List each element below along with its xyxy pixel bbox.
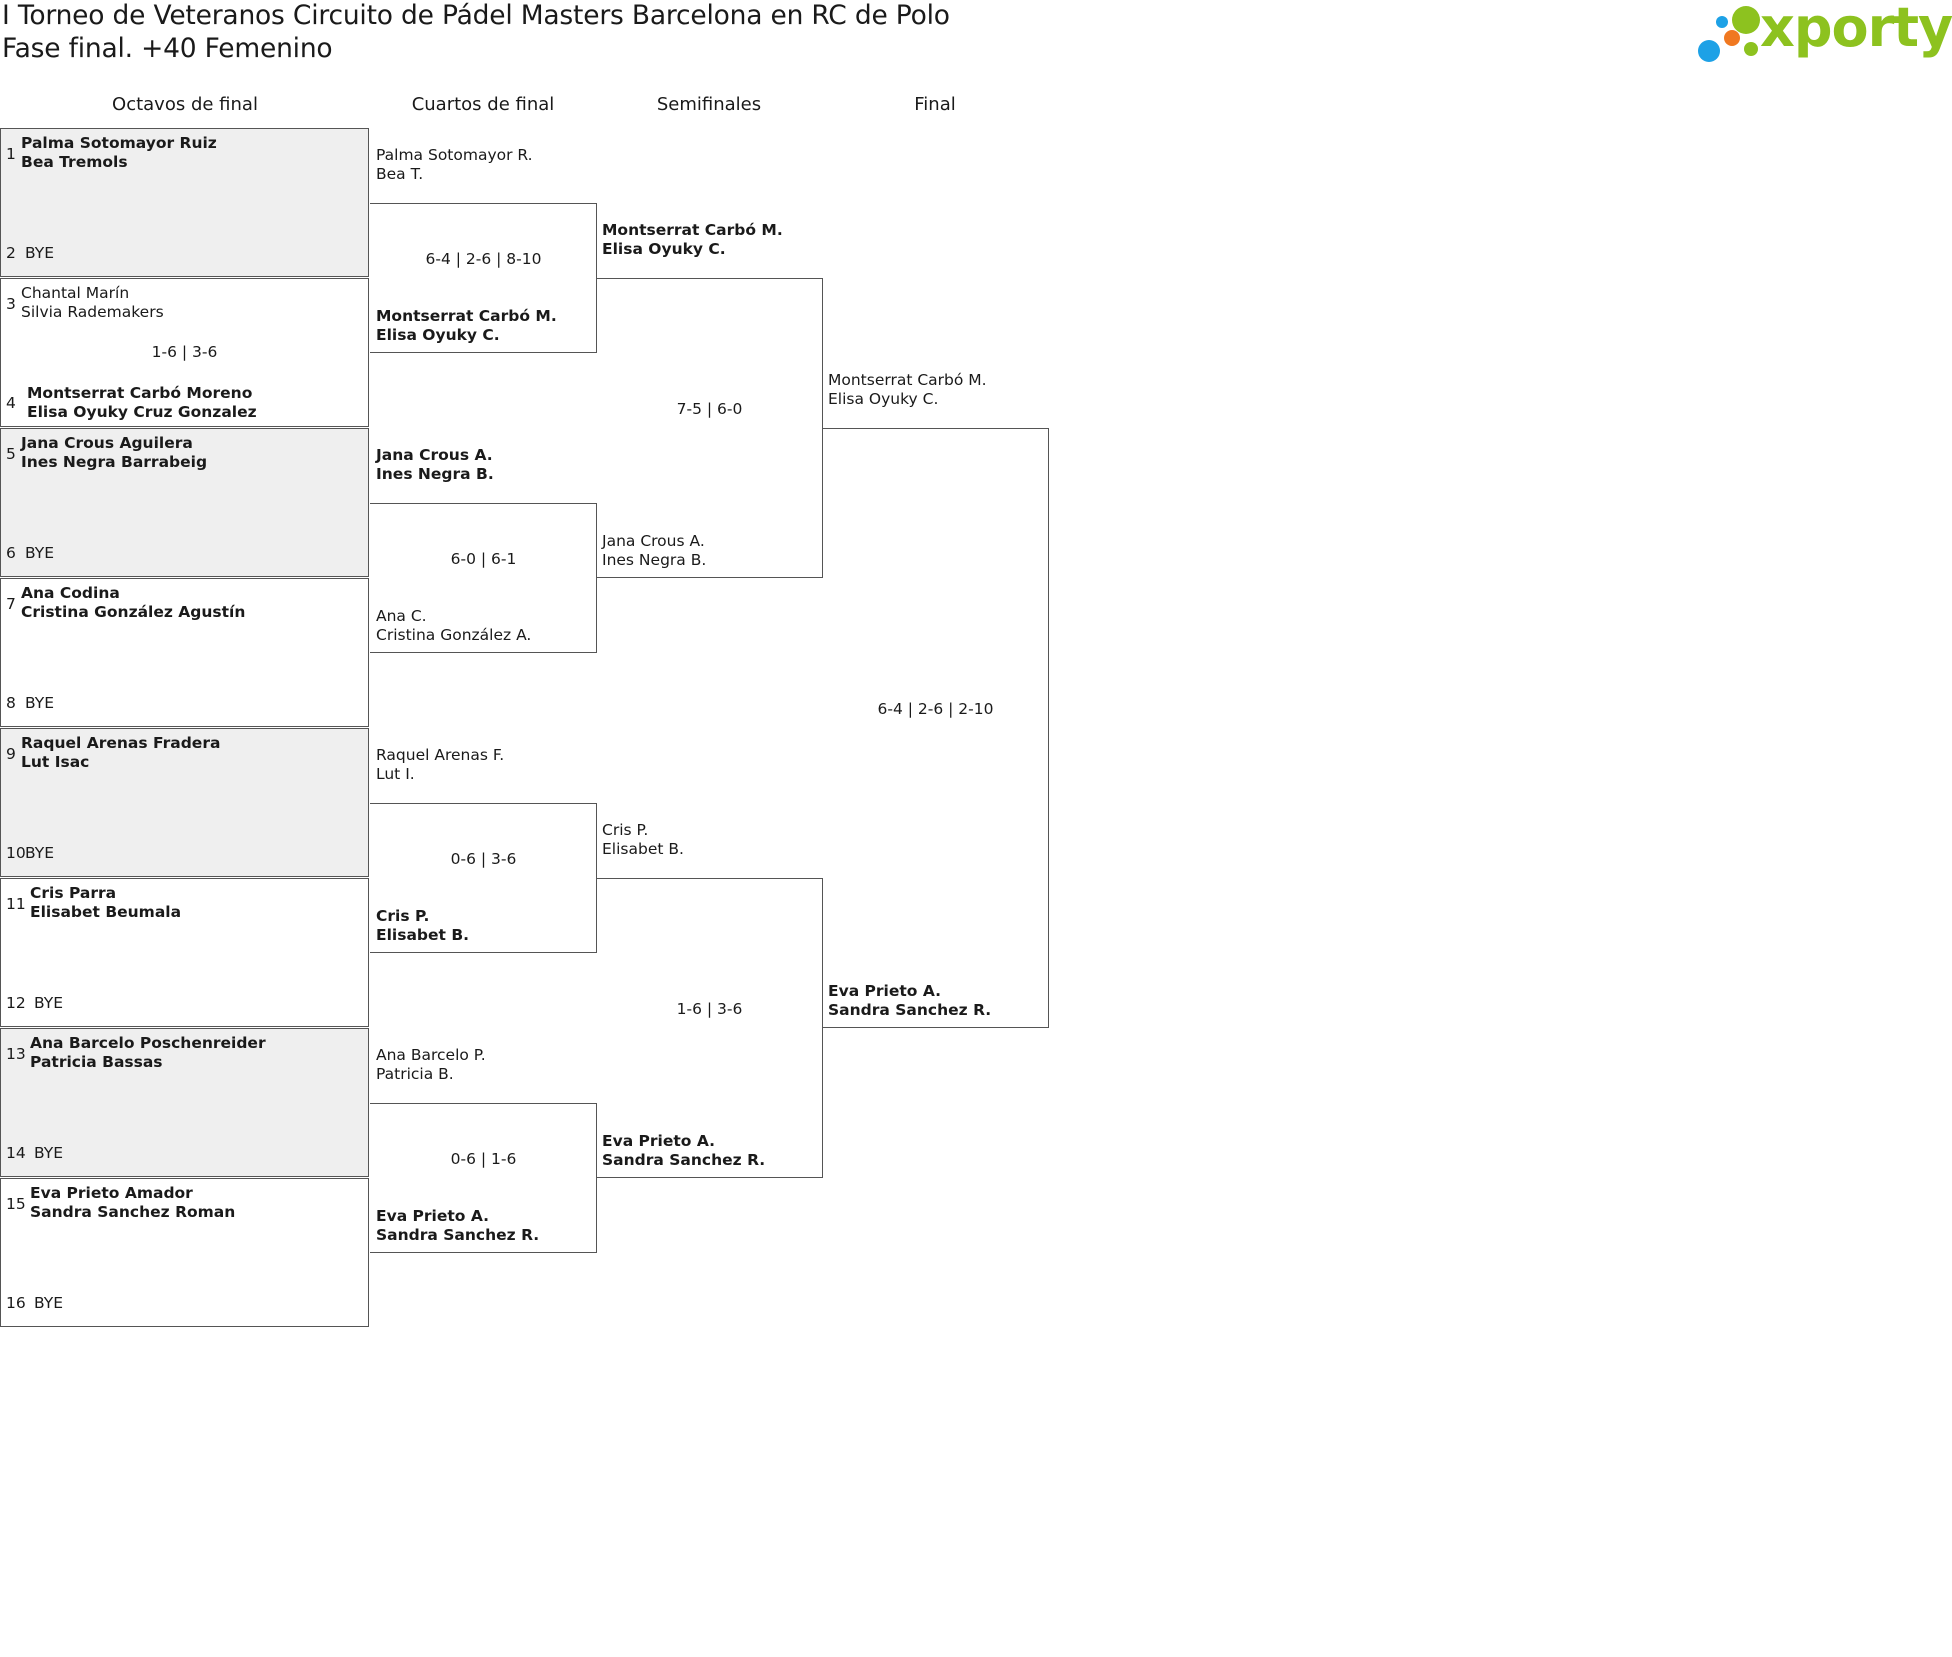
- bye-label: BYE: [25, 544, 55, 562]
- team-a: [30, 1034, 266, 1072]
- team-a-player-1: Raquel Arenas Fradera: [21, 734, 221, 752]
- semis-1-bottom-team: [602, 532, 706, 570]
- logo-dot-blue-small: [1716, 16, 1728, 28]
- cuartos-4-score: 0-6 | 1-6: [450, 1150, 517, 1168]
- seed-number: 6: [6, 544, 16, 562]
- seed-number: 5: [6, 445, 16, 463]
- team-a-player-2: Patricia Bassas: [30, 1053, 163, 1071]
- logo-dot-green-large: [1732, 6, 1760, 34]
- round-header-final: Final: [914, 94, 956, 115]
- cuartos-2-bottom-team: [376, 607, 531, 645]
- seed-number: 15: [6, 1195, 26, 1213]
- octavos-match-7: [0, 1028, 369, 1177]
- team-a-player-2: Sandra Sanchez Roman: [30, 1203, 236, 1221]
- seed-number: 1: [6, 145, 16, 163]
- cuartos-1-bottom-team-line-2: Elisa Oyuky C.: [376, 326, 500, 344]
- semis-2-bottom-team-line-1: Eva Prieto A.: [602, 1132, 716, 1150]
- cuartos-1-top-team: [376, 146, 533, 184]
- semis-1-bottom-team-line-1: Jana Crous A.: [602, 532, 705, 550]
- team-a-player-1: Chantal Marín: [21, 284, 130, 302]
- match-score: 1-6 | 3-6: [151, 343, 218, 361]
- final-1-top-team: [828, 371, 987, 409]
- final-1-score: 6-4 | 2-6 | 2-10: [877, 700, 994, 718]
- team-a: [30, 884, 181, 922]
- final-1-bottom-team: [828, 982, 991, 1020]
- seed-number: 13: [6, 1045, 26, 1063]
- team-a-player-2: Bea Tremols: [21, 153, 128, 171]
- semis-2-top-team-line-2: Elisabet B.: [602, 840, 684, 858]
- team-a-player-1: Jana Crous Aguilera: [21, 434, 193, 452]
- final-1-bottom-team-line-2: Sandra Sanchez R.: [828, 1001, 992, 1019]
- octavos-match-5: [0, 728, 369, 877]
- logo-dot-blue-large: [1698, 40, 1720, 62]
- team-a-player-2: Silvia Rademakers: [21, 303, 164, 321]
- seed-number: 3: [6, 295, 16, 313]
- cuartos-2-bottom-team-line-1: Ana C.: [376, 607, 427, 625]
- page-title: I Torneo de Veteranos Circuito de Pádel Masters Barcelona en RC de Polo: [2, 0, 950, 31]
- cuartos-2-score: 6-0 | 6-1: [450, 550, 517, 568]
- team-b-player-1: Montserrat Carbó Moreno: [27, 384, 253, 402]
- final-1-bottom-team-line-1: Eva Prieto A.: [828, 982, 942, 1000]
- team-a-player-2: Cristina González Agustín: [21, 603, 246, 621]
- seed-number: 7: [6, 595, 16, 613]
- team-a-player-1: Ana Codina: [21, 584, 120, 602]
- bye-label: BYE: [34, 994, 64, 1012]
- seed-number: 10: [6, 844, 26, 862]
- semis-1-top-team-line-1: Montserrat Carbó M.: [602, 221, 783, 239]
- cuartos-3-bottom-team: [376, 907, 469, 945]
- octavos-match-1: [0, 128, 369, 277]
- octavos-match-6: [0, 878, 369, 1027]
- team-b: [27, 384, 257, 422]
- team-a-player-2: Lut Isac: [21, 753, 90, 771]
- cuartos-2-top-team-line-1: Jana Crous A.: [376, 446, 493, 464]
- seed-number: 11: [6, 895, 26, 913]
- cuartos-4-top-team-line-2: Patricia B.: [376, 1065, 454, 1083]
- team-b-player-2: Elisa Oyuky Cruz Gonzalez: [27, 403, 257, 421]
- bye-label: BYE: [25, 244, 55, 262]
- seed-number: 8: [6, 694, 16, 712]
- round-header-octavos: Octavos de final: [112, 94, 258, 115]
- cuartos-2-top-team: [376, 446, 494, 484]
- octavos-match-2: [0, 278, 369, 427]
- bye-label: BYE: [34, 1294, 64, 1312]
- octavos-match-3: [0, 428, 369, 577]
- semis-2-top-team: [602, 821, 684, 859]
- final-1-top-team-line-1: Montserrat Carbó M.: [828, 371, 987, 389]
- cuartos-4-bottom-team-line-2: Sandra Sanchez R.: [376, 1226, 540, 1244]
- round-header-cuartos: Cuartos de final: [411, 94, 555, 115]
- logo-dot-green-small: [1744, 42, 1758, 56]
- team-a-player-2: Ines Negra Barrabeig: [21, 453, 208, 471]
- bye-label: BYE: [34, 1144, 64, 1162]
- cuartos-3-score: 0-6 | 3-6: [450, 850, 517, 868]
- team-a-player-1: Cris Parra: [30, 884, 117, 902]
- seed-number: 9: [6, 745, 16, 763]
- seed-number: 2: [6, 244, 16, 262]
- page-subtitle: Fase final. +40 Femenino: [2, 33, 333, 64]
- team-a-player-1: Palma Sotomayor Ruiz: [21, 134, 217, 152]
- octavos-match-4: [0, 578, 369, 727]
- logo-dot-orange: [1724, 30, 1740, 46]
- semis-1-top-team-line-2: Elisa Oyuky C.: [602, 240, 726, 258]
- semis-1-bottom-team-line-2: Ines Negra B.: [602, 551, 707, 569]
- seed-number: 14: [6, 1144, 26, 1162]
- final-1-top-team-line-2: Elisa Oyuky C.: [828, 390, 939, 408]
- seed-number: 12: [6, 994, 26, 1012]
- bye-label: BYE: [25, 694, 55, 712]
- cuartos-3-bottom-team-line-2: Elisabet B.: [376, 926, 470, 944]
- semis-2-bottom-team: [602, 1132, 765, 1170]
- cuartos-3-top-team-line-2: Lut I.: [376, 765, 415, 783]
- team-a: [21, 134, 217, 172]
- team-a-player-1: Eva Prieto Amador: [30, 1184, 193, 1202]
- cuartos-4-bottom-team: [376, 1207, 539, 1245]
- team-a: [21, 284, 164, 322]
- cuartos-2-top-team-line-2: Ines Negra B.: [376, 465, 494, 483]
- team-a-player-1: Ana Barcelo Poschenreider: [30, 1034, 266, 1052]
- cuartos-1-score: 6-4 | 2-6 | 8-10: [425, 250, 542, 268]
- cuartos-1-top-team-line-1: Palma Sotomayor R.: [376, 146, 533, 164]
- team-a-player-2: Elisabet Beumala: [30, 903, 182, 921]
- cuartos-1-bottom-team-line-1: Montserrat Carbó M.: [376, 307, 557, 325]
- semis-2-score: 1-6 | 3-6: [676, 1000, 743, 1018]
- team-a: [30, 1184, 235, 1222]
- cuartos-4-top-team: [376, 1046, 486, 1084]
- cuartos-2-bottom-team-line-2: Cristina González A.: [376, 626, 532, 644]
- semis-1-score: 7-5 | 6-0: [676, 400, 743, 418]
- cuartos-3-bottom-team-line-1: Cris P.: [376, 907, 430, 925]
- xporty-logo: [1696, 0, 1952, 70]
- cuartos-3-top-team-line-1: Raquel Arenas F.: [376, 746, 505, 764]
- semis-2-top-team-line-1: Cris P.: [602, 821, 649, 839]
- cuartos-3-top-team: [376, 746, 504, 784]
- cuartos-4-bottom-team-line-1: Eva Prieto A.: [376, 1207, 490, 1225]
- bye-label: BYE: [25, 844, 55, 862]
- round-header-semis: Semifinales: [656, 94, 762, 115]
- team-a: [21, 434, 207, 472]
- semis-2-bottom-team-line-2: Sandra Sanchez R.: [602, 1151, 766, 1169]
- final-1-connector: [822, 428, 1049, 1028]
- cuartos-4-top-team-line-1: Ana Barcelo P.: [376, 1046, 486, 1064]
- octavos-match-8: [0, 1178, 369, 1327]
- cuartos-1-top-team-line-2: Bea T.: [376, 165, 424, 183]
- logo-wordmark: xporty: [1760, 0, 1952, 59]
- cuartos-1-bottom-team: [376, 307, 557, 345]
- team-a: [21, 734, 220, 772]
- seed-number: 4: [6, 394, 16, 412]
- seed-number: 16: [6, 1294, 26, 1312]
- team-a: [21, 584, 245, 622]
- semis-1-top-team: [602, 221, 783, 259]
